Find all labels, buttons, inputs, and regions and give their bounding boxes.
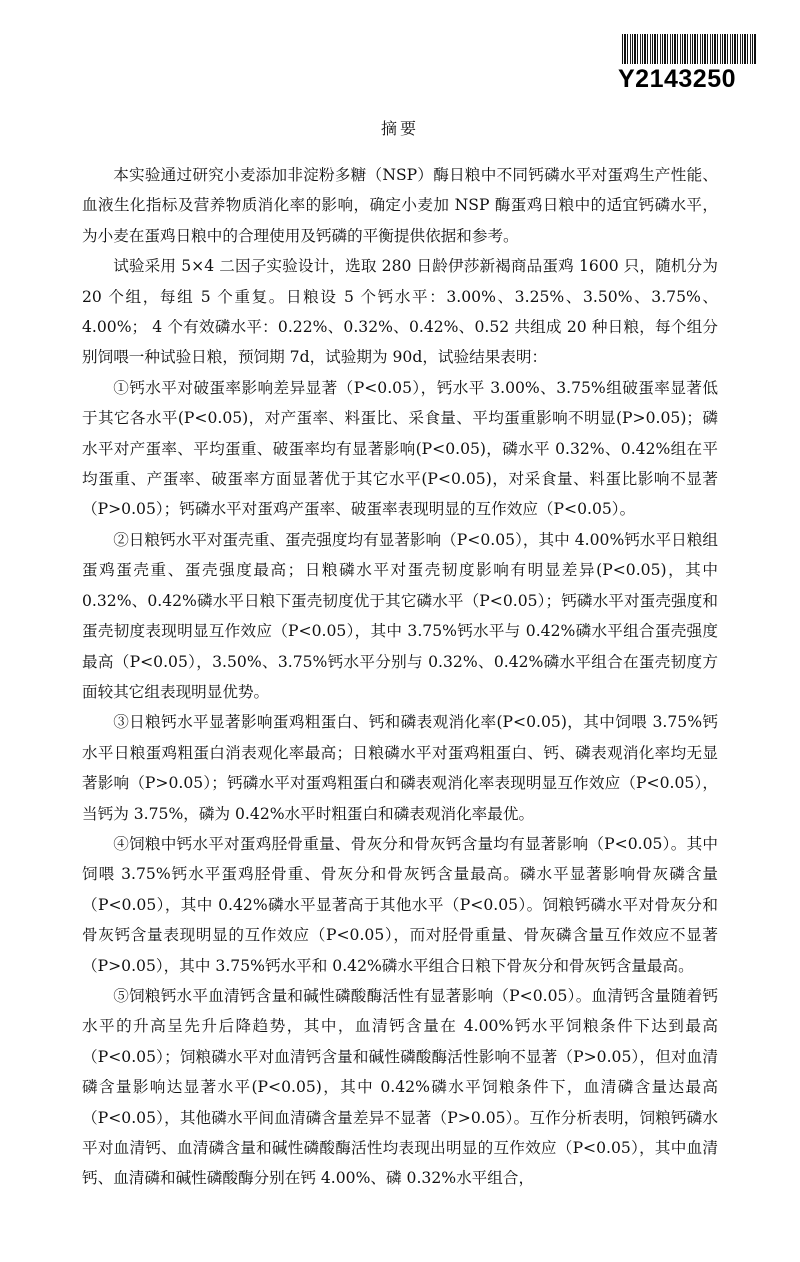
paragraph-result-5: ⑤饲粮钙水平血清钙含量和碱性磷酸酶活性有显著影响（P<0.05）。血清钙含量随着钙水平的升高呈先升后降趋势，其中，血清钙含量在 4.00%钙水平饲粮条件下达到最高（P<0.05）；饲粮磷水平对血清钙含量和碱性磷酸酶活性影响不显著（P>0.05），但对血清磷含量影响达显著水平(P<0.05)，其中 0.42%磷水平饲粮条件下，血清磷含量达最高（P<0.05），其他磷水平间血清磷含量差异不显著（P>0.05）。互作分析表明，饲粮钙磷水平对血清钙、血清磷含量和碱性磷酸酶活性均表现出明显的互作效应（P<0.05），其中血清钙、血清磷和碱性磷酸酶分别在钙 4.00%、磷 0.32%水平组合， [82,986,718,1188]
barcode-bars [622,34,756,64]
paragraph-result-1: ①钙水平对破蛋率影响差异显著（P<0.05），钙水平 3.00%、3.75%组破蛋率显著低于其它各水平(P<0.05)，对产蛋率、料蛋比、采食量、平均蛋重影响不明显(P>0.05)；磷水平对产蛋率、平均蛋重、破蛋率均有显著影响(P<0.05)，磷水平 0.32%、0.42%组在平均蛋重、产蛋率、破蛋率方面显著优于其它水平(P<0.05)，对采食量、料蛋比影响不显著（P>0.05）；钙磷水平对蛋鸡产蛋率、破蛋率表现明显的互作效应（P<0.05）。 [82,378,718,519]
abstract-body [82,160,718,1194]
paragraph-result-4: ④饲粮中钙水平对蛋鸡胫骨重量、骨灰分和骨灰钙含量均有显著影响（P<0.05）。其中饲喂 3.75%钙水平蛋鸡胫骨重、骨灰分和骨灰钙含量最高。磷水平显著影响骨灰磷含量（P<0.05），其中 0.42%磷水平显著高于其他水平（P<0.05）。饲粮钙磷水平对骨灰分和骨灰钙含量表现明显的互作效应（P<0.05），而对胫骨重量、骨灰磷含量互作效应不显著（P>0.05），其中 3.75%钙水平和 0.42%磷水平组合日粮下骨灰分和骨灰钙含量最高。 [82,834,718,975]
barcode-label [618,34,756,93]
barcode-number: Y2143250 [618,65,737,93]
page-title: 摘要 [380,119,419,138]
paragraph-result-2: ②日粮钙水平对蛋壳重、蛋壳强度均有显著影响（P<0.05），其中 4.00%钙水平日粮组蛋鸡蛋壳重、蛋壳强度最高；日粮磷水平对蛋壳韧度影响有明显差异(P<0.05)，其中 0.32%、0.42%磷水平日粮下蛋壳韧度优于其它磷水平（P<0.05）；钙磷水平对蛋壳强度和蛋壳韧度表现明显互作效应（P<0.05），其中 3.75%钙水平与 0.42%磷水平组合蛋壳强度最高（P<0.05），3.50%、3.75%钙水平分别与 0.32%、0.42%磷水平组合在蛋壳韧度方面较其它组表现明显优势。 [82,530,718,701]
paragraph-method: 试验采用 5×4 二因子实验设计，选取 280 日龄伊莎新褐商品蛋鸡 1600 只，随机分为 20 个组，每组 5 个重复。日粮设 5 个钙水平：3.00%、3.25%、3.50%、3.75%、4.00%； 4 个有效磷水平：0.22%、0.32%、0.42%、0.52 共组成 20 种日粮，每个组分别饲喂一种试验日粮，预饲期 7d，试验期为 90d，试验结果表明： [82,257,718,367]
paragraph-result-3: ③日粮钙水平显著影响蛋鸡粗蛋白、钙和磷表观消化率(P<0.05)，其中饲喂 3.75%钙水平日粮蛋鸡粗蛋白消表观化率最高；日粮磷水平对蛋鸡粗蛋白、钙、磷表观消化率均无显著影响（P>0.05）；钙磷水平对蛋鸡粗蛋白和磷表观消化率表现明显互作效应（P<0.05），当钙为 3.75%，磷为 0.42%水平时粗蛋白和磷表观消化率最优。 [82,713,718,823]
paragraph-intro: 本实验通过研究小麦添加非淀粉多糖（NSP）酶日粮中不同钙磷水平对蛋鸡生产性能、血液生化指标及营养物质消化率的影响，确定小麦加 NSP 酶蛋鸡日粮中的适宜钙磷水平，为小麦在蛋鸡日粮中的合理使用及钙磷的平衡提供依据和参考。 [82,166,718,245]
